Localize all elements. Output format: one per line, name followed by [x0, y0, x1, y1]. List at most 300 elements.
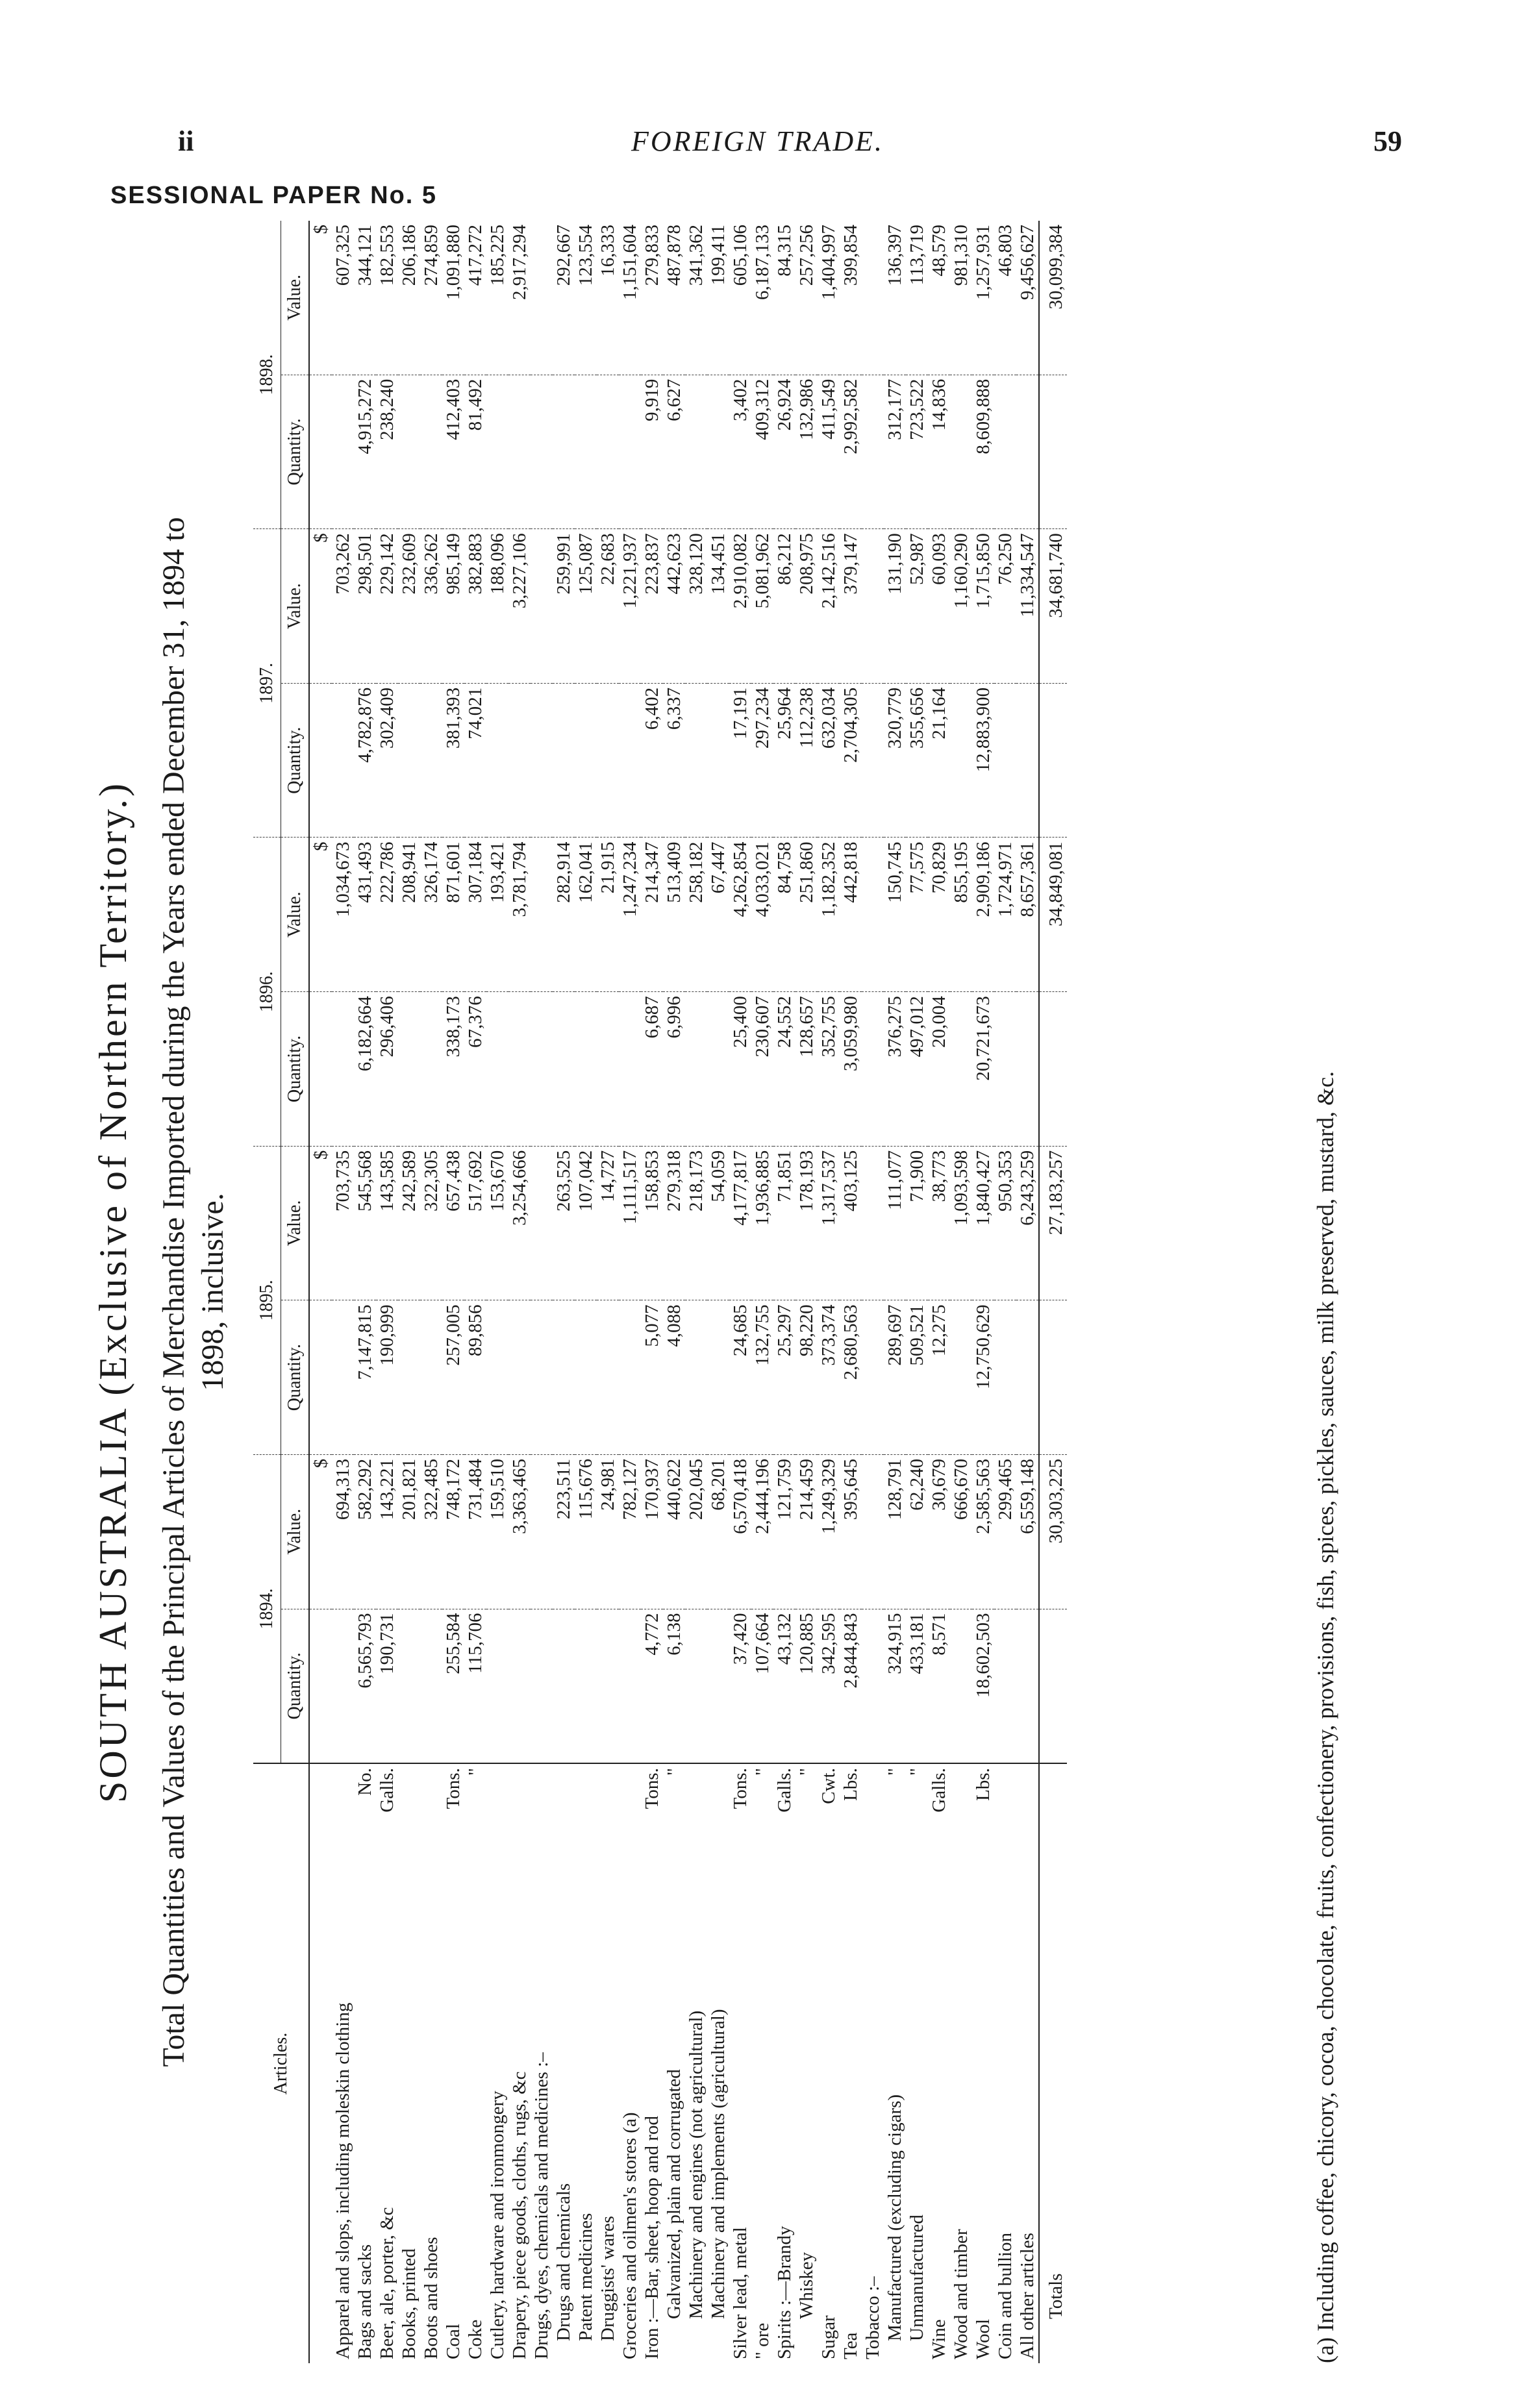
value-cell: 67,447 [707, 838, 729, 992]
value-cell: 111,077 [884, 1146, 906, 1300]
quantity-cell [508, 992, 531, 1147]
article-name: Apparel and slops, including moleskin clothing [332, 2002, 353, 2359]
quantity-cell: 255,584 [442, 1609, 464, 1763]
value-cell: 1,151,604 [619, 221, 641, 375]
quantity-cell [332, 375, 354, 529]
quantity-cell: 2,680,563 [840, 1300, 862, 1455]
value-cell: 871,601 [442, 838, 464, 992]
quantity-cell: 3,059,980 [840, 992, 862, 1147]
value-cell: 417,272 [464, 221, 486, 375]
quantity-cell [597, 1609, 619, 1763]
year-header-1897: 1897. [253, 529, 281, 838]
value-cell [531, 221, 553, 375]
quantity-cell: 8,571 [928, 1609, 950, 1763]
value-cell: 279,318 [663, 1146, 685, 1300]
value-header: Value. [281, 1454, 310, 1609]
quantity-cell [994, 683, 1016, 838]
value-cell: 1,404,997 [818, 221, 840, 375]
value-cell: 440,622 [663, 1454, 685, 1609]
value-cell: 9,456,627 [1016, 221, 1039, 375]
value-cell: 202,045 [685, 1454, 707, 1609]
quantity-cell [398, 1609, 420, 1763]
value-cell: 279,833 [641, 221, 663, 375]
quantity-cell [553, 1609, 575, 1763]
quantity-cell [862, 1609, 884, 1763]
value-cell: 1,034,673 [332, 838, 354, 992]
value-cell [862, 529, 884, 684]
table-row [575, 221, 597, 2363]
unit-cell: Cwt. [818, 1768, 839, 1804]
value-cell: 382,883 [464, 529, 486, 684]
value-cell: 52,987 [906, 529, 928, 684]
unit-cell: No. [355, 1768, 375, 1796]
quantity-cell: 18,602,503 [972, 1609, 994, 1763]
quantity-cell: 81,492 [464, 375, 486, 529]
quantity-cell [486, 1609, 508, 1763]
quantity-cell: 4,782,876 [354, 683, 376, 838]
value-cell: 60,093 [928, 529, 950, 684]
table-row [950, 221, 972, 2363]
quantity-cell [508, 683, 531, 838]
value-cell: 1,249,329 [818, 1454, 840, 1609]
quantity-cell [950, 1300, 972, 1455]
quantity-cell [420, 683, 442, 838]
quantity-cell: 6,182,664 [354, 992, 376, 1147]
value-cell: 326,174 [420, 838, 442, 992]
total-value-cell: 27,183,257 [1039, 1146, 1067, 1300]
value-cell: 6,243,259 [1016, 1146, 1039, 1300]
table-row [619, 221, 641, 2363]
quantity-cell [531, 992, 553, 1147]
value-cell: 251,860 [795, 838, 818, 992]
quantity-cell [531, 1300, 553, 1455]
year-header-1898: 1898. [253, 221, 281, 529]
value-cell: 136,397 [884, 221, 906, 375]
quantity-cell: 632,034 [818, 683, 840, 838]
quantity-cell: 411,549 [818, 375, 840, 529]
page-number: 59 [1373, 125, 1402, 157]
quantity-cell [685, 1300, 707, 1455]
quantity-cell [486, 1300, 508, 1455]
value-cell: 131,190 [884, 529, 906, 684]
value-cell: 150,745 [884, 838, 906, 992]
quantity-cell [486, 375, 508, 529]
quantity-cell: 297,234 [751, 683, 773, 838]
value-cell: 399,854 [840, 221, 862, 375]
table-row [464, 221, 486, 2363]
value-cell: 125,087 [575, 529, 597, 684]
value-cell: 263,525 [553, 1146, 575, 1300]
quantity-cell [619, 992, 641, 1147]
total-value-cell: 30,099,384 [1039, 221, 1067, 375]
value-cell: 62,240 [906, 1454, 928, 1609]
article-name: Machinery and engines (not agricultural) [686, 2010, 707, 2319]
value-cell: 24,981 [597, 1454, 619, 1609]
article-name: Coin and bullion [995, 2233, 1016, 2359]
quantity-cell: 6,627 [663, 375, 685, 529]
unit-cell: " [465, 1768, 486, 1776]
quantity-cell: 2,704,305 [840, 683, 862, 838]
value-cell: 4,033,021 [751, 838, 773, 992]
year-header-1896: 1896. [253, 838, 281, 1146]
quantity-header: Quantity. [281, 683, 310, 838]
value-cell: 158,853 [641, 1146, 663, 1300]
value-cell: 21,915 [597, 838, 619, 992]
quantity-cell [619, 683, 641, 838]
value-cell: 1,221,937 [619, 529, 641, 684]
article-name: Tea [840, 2332, 861, 2359]
value-cell: 431,493 [354, 838, 376, 992]
quantity-cell [950, 992, 972, 1147]
quantity-cell [707, 992, 729, 1147]
value-cell: 38,773 [928, 1146, 950, 1300]
article-name: Whiskey [796, 2252, 817, 2319]
unit-cell: Tons. [730, 1768, 751, 1809]
quantity-cell [553, 375, 575, 529]
table-row [729, 221, 751, 2363]
table-row [707, 221, 729, 2363]
value-header: Value. [281, 529, 310, 684]
total-value-cell: 34,681,740 [1039, 529, 1067, 684]
value-cell: 107,042 [575, 1146, 597, 1300]
value-cell: 153,670 [486, 1146, 508, 1300]
quantity-cell: 2,844,843 [840, 1609, 862, 1763]
value-cell: 188,096 [486, 529, 508, 684]
quantity-cell [862, 992, 884, 1147]
quantity-cell [508, 375, 531, 529]
quantity-cell [332, 1300, 354, 1455]
quantity-cell: 24,685 [729, 1300, 751, 1455]
value-cell: 121,759 [773, 1454, 795, 1609]
value-cell: 748,172 [442, 1454, 464, 1609]
table-subtitle: Total Quantities and Values of the Principal Articles of Merchandise Imported during the Years ended December 31, 1894 to [157, 517, 191, 2067]
quantity-cell: 257,005 [442, 1300, 464, 1455]
quantity-cell: 190,999 [376, 1300, 398, 1455]
quantity-cell [597, 375, 619, 529]
value-header: Value. [281, 1146, 310, 1300]
quantity-cell [531, 375, 553, 529]
value-cell: 242,589 [398, 1146, 420, 1300]
quantity-cell: 433,181 [906, 1609, 928, 1763]
value-cell: 1,317,537 [818, 1146, 840, 1300]
value-cell: 731,484 [464, 1454, 486, 1609]
value-cell: 162,041 [575, 838, 597, 992]
quantity-cell [420, 992, 442, 1147]
total-value-cell: 30,303,225 [1039, 1454, 1067, 1609]
value-cell: 3,363,465 [508, 1454, 531, 1609]
quantity-cell [619, 1300, 641, 1455]
quantity-cell: 6,337 [663, 683, 685, 838]
quantity-cell: 320,779 [884, 683, 906, 838]
quantity-cell: 6,565,793 [354, 1609, 376, 1763]
value-cell [531, 838, 553, 992]
value-cell: 2,910,082 [729, 529, 751, 684]
article-name: Druggists' wares [597, 2216, 618, 2341]
unit-cell: " [664, 1768, 684, 1776]
value-cell: 258,182 [685, 838, 707, 992]
sessional-paper-label: SESSIONAL PAPER No. 5 [110, 182, 438, 209]
quantity-cell: 25,964 [773, 683, 795, 838]
value-cell [531, 1146, 553, 1300]
unit-cell [707, 1763, 729, 1841]
quantity-cell: 20,721,673 [972, 992, 994, 1147]
quantity-header: Quantity. [281, 992, 310, 1147]
currency-symbol: $ [309, 838, 332, 992]
value-cell: 113,719 [906, 221, 928, 375]
article-name: " ore [752, 2322, 773, 2359]
year-header-1895: 1895. [253, 1146, 281, 1454]
value-cell: 222,786 [376, 838, 398, 992]
quantity-cell [950, 375, 972, 529]
value-header: Value. [281, 221, 310, 375]
quantity-cell [508, 1300, 531, 1455]
value-cell: 3,781,794 [508, 838, 531, 992]
quantity-cell [707, 375, 729, 529]
value-cell: 607,325 [332, 221, 354, 375]
value-cell: 4,177,817 [729, 1146, 751, 1300]
value-cell: 1,724,971 [994, 838, 1016, 992]
value-cell: 68,201 [707, 1454, 729, 1609]
article-name: Coal [443, 2324, 464, 2359]
quantity-cell [1016, 1300, 1039, 1455]
unit-cell [420, 1763, 442, 1841]
quantity-cell [575, 1300, 597, 1455]
value-cell: 143,221 [376, 1454, 398, 1609]
quantity-cell: 74,021 [464, 683, 486, 838]
value-cell: 950,353 [994, 1146, 1016, 1300]
article-name: Bags and sacks [355, 2244, 375, 2359]
value-cell [862, 221, 884, 375]
quantity-cell [420, 1300, 442, 1455]
value-cell: 442,818 [840, 838, 862, 992]
quantity-cell: 24,552 [773, 992, 795, 1147]
unit-cell: " [884, 1768, 905, 1776]
totals-label: Totals [1039, 1842, 1067, 2363]
table-row [972, 221, 994, 2363]
unit-cell [575, 1763, 597, 1841]
quantity-cell: 373,374 [818, 1300, 840, 1455]
quantity-cell: 67,376 [464, 992, 486, 1147]
quantity-cell [597, 992, 619, 1147]
quantity-cell: 338,173 [442, 992, 464, 1147]
table-row [795, 221, 818, 2363]
value-cell [531, 529, 553, 684]
quantity-cell [486, 683, 508, 838]
value-cell: 218,173 [685, 1146, 707, 1300]
value-cell: 1,091,880 [442, 221, 464, 375]
value-cell: 2,917,294 [508, 221, 531, 375]
unit-cell [531, 1763, 553, 1841]
unit-cell [486, 1763, 508, 1841]
value-cell: 3,254,666 [508, 1146, 531, 1300]
value-cell: 115,676 [575, 1454, 597, 1609]
quantity-cell [531, 683, 553, 838]
quantity-cell [1016, 1609, 1039, 1763]
quantity-cell [553, 1300, 575, 1455]
data-table [253, 221, 1067, 2363]
article-name: Drugs and chemicals [553, 2183, 574, 2341]
value-cell: 855,195 [950, 838, 972, 992]
value-cell: 5,081,962 [751, 529, 773, 684]
value-cell: 46,803 [994, 221, 1016, 375]
quantity-cell: 6,138 [663, 1609, 685, 1763]
quantity-cell: 26,924 [773, 375, 795, 529]
quantity-cell [597, 683, 619, 838]
quantity-cell [486, 992, 508, 1147]
value-cell: 1,257,931 [972, 221, 994, 375]
table-row [751, 221, 773, 2363]
value-cell: 299,465 [994, 1454, 1016, 1609]
unit-cell [597, 1763, 619, 1841]
value-cell: 2,585,563 [972, 1454, 994, 1609]
quantity-cell: 324,915 [884, 1609, 906, 1763]
table-row [354, 221, 376, 2363]
value-cell: 123,554 [575, 221, 597, 375]
value-cell: 1,715,850 [972, 529, 994, 684]
value-cell: 985,149 [442, 529, 464, 684]
quantity-cell [553, 992, 575, 1147]
quantity-cell [575, 375, 597, 529]
quantity-cell [950, 1609, 972, 1763]
unit-cell: Tons. [642, 1768, 662, 1809]
quantity-cell [420, 375, 442, 529]
table-row [994, 221, 1016, 2363]
table-row [553, 221, 575, 2363]
quantity-cell [575, 992, 597, 1147]
quantity-cell: 4,772 [641, 1609, 663, 1763]
value-cell: 336,262 [420, 529, 442, 684]
quantity-cell [685, 992, 707, 1147]
table-row [597, 221, 619, 2363]
value-cell: 54,059 [707, 1146, 729, 1300]
value-cell: 257,256 [795, 221, 818, 375]
value-cell: 30,679 [928, 1454, 950, 1609]
quantity-cell: 509,521 [906, 1300, 928, 1455]
unit-cell: " [796, 1768, 817, 1776]
value-cell [862, 1454, 884, 1609]
quantity-cell: 43,132 [773, 1609, 795, 1763]
quantity-header: Quantity. [281, 1300, 310, 1455]
quantity-cell: 6,402 [641, 683, 663, 838]
unit-cell: " [907, 1768, 927, 1776]
quantity-cell [508, 1609, 531, 1763]
article-name: Coke [465, 2319, 486, 2359]
value-cell: 379,147 [840, 529, 862, 684]
unit-cell [553, 1763, 575, 1841]
table-row [818, 221, 840, 2363]
quantity-cell: 412,403 [442, 375, 464, 529]
value-cell: 223,511 [553, 1454, 575, 1609]
value-cell: 582,292 [354, 1454, 376, 1609]
value-cell: 1,093,598 [950, 1146, 972, 1300]
value-cell: 292,667 [553, 221, 575, 375]
quantity-cell: 296,406 [376, 992, 398, 1147]
value-cell: 70,829 [928, 838, 950, 992]
quantity-cell: 14,836 [928, 375, 950, 529]
quantity-cell: 9,919 [641, 375, 663, 529]
page-marker: ii [178, 125, 194, 157]
value-cell: 282,914 [553, 838, 575, 992]
value-cell: 1,936,885 [751, 1146, 773, 1300]
value-cell: 22,683 [597, 529, 619, 684]
article-name: Drapery, piece goods, cloths, rugs, &c [509, 2071, 530, 2359]
footnote: (a) Including coffee, chicory, cocoa, chocolate, fruits, confectionery, provisions, fish, spices, pickles, sauces, milk preserved, mustard, &c. [1312, 1071, 1338, 2363]
value-cell: 214,459 [795, 1454, 818, 1609]
quantity-cell [707, 683, 729, 838]
value-cell: 1,182,352 [818, 838, 840, 992]
value-cell [862, 1146, 884, 1300]
unit-cell: Galls. [774, 1768, 795, 1813]
table-row [442, 221, 464, 2363]
totals-row [1039, 221, 1067, 2363]
value-cell: 1,840,427 [972, 1146, 994, 1300]
value-cell [862, 838, 884, 992]
total-value-cell: 34,849,081 [1039, 838, 1067, 992]
value-cell: 229,142 [376, 529, 398, 684]
value-cell: 185,225 [486, 221, 508, 375]
quantity-cell: 132,986 [795, 375, 818, 529]
article-name: Wool [973, 2318, 994, 2359]
value-cell: 48,579 [928, 221, 950, 375]
article-name: Sugar [818, 2315, 839, 2359]
value-cell: 182,553 [376, 221, 398, 375]
quantity-cell: 107,664 [751, 1609, 773, 1763]
value-cell: 208,941 [398, 838, 420, 992]
quantity-cell [398, 1300, 420, 1455]
value-cell: 2,909,186 [972, 838, 994, 992]
running-title: FOREIGN TRADE. [631, 125, 884, 157]
currency-symbol: $ [309, 1454, 332, 1609]
quantity-cell: 89,856 [464, 1300, 486, 1455]
unit-cell [862, 1763, 884, 1841]
value-cell: 981,310 [950, 221, 972, 375]
value-cell: 403,125 [840, 1146, 862, 1300]
value-cell: 84,315 [773, 221, 795, 375]
article-name: Wood and timber [951, 2229, 971, 2359]
currency-row [309, 221, 332, 2363]
value-cell: 307,184 [464, 838, 486, 992]
value-cell: 274,859 [420, 221, 442, 375]
value-cell: 344,121 [354, 221, 376, 375]
value-cell: 16,333 [597, 221, 619, 375]
quantity-cell: 3,402 [729, 375, 751, 529]
value-cell: 322,305 [420, 1146, 442, 1300]
table-row [1016, 221, 1039, 2363]
quantity-cell: 98,220 [795, 1300, 818, 1455]
quantity-cell: 2,992,582 [840, 375, 862, 529]
value-cell: 517,692 [464, 1146, 486, 1300]
value-cell: 143,585 [376, 1146, 398, 1300]
value-cell: 71,851 [773, 1146, 795, 1300]
unit-cell [619, 1763, 641, 1841]
table-row [531, 221, 553, 2363]
table-row [884, 221, 906, 2363]
article-name: Patent medicines [575, 2213, 596, 2341]
value-cell: 341,362 [685, 221, 707, 375]
value-cell: 159,510 [486, 1454, 508, 1609]
quantity-cell: 312,177 [884, 375, 906, 529]
value-cell: 77,575 [906, 838, 928, 992]
value-cell: 14,727 [597, 1146, 619, 1300]
value-cell: 513,409 [663, 838, 685, 992]
quantity-cell: 120,885 [795, 1609, 818, 1763]
article-name: Groceries and oilmen's stores (a) [620, 2112, 640, 2359]
quantity-cell: 112,238 [795, 683, 818, 838]
value-cell: 1,247,234 [619, 838, 641, 992]
value-cell: 232,609 [398, 529, 420, 684]
table-row [398, 221, 420, 2363]
quantity-cell [685, 683, 707, 838]
